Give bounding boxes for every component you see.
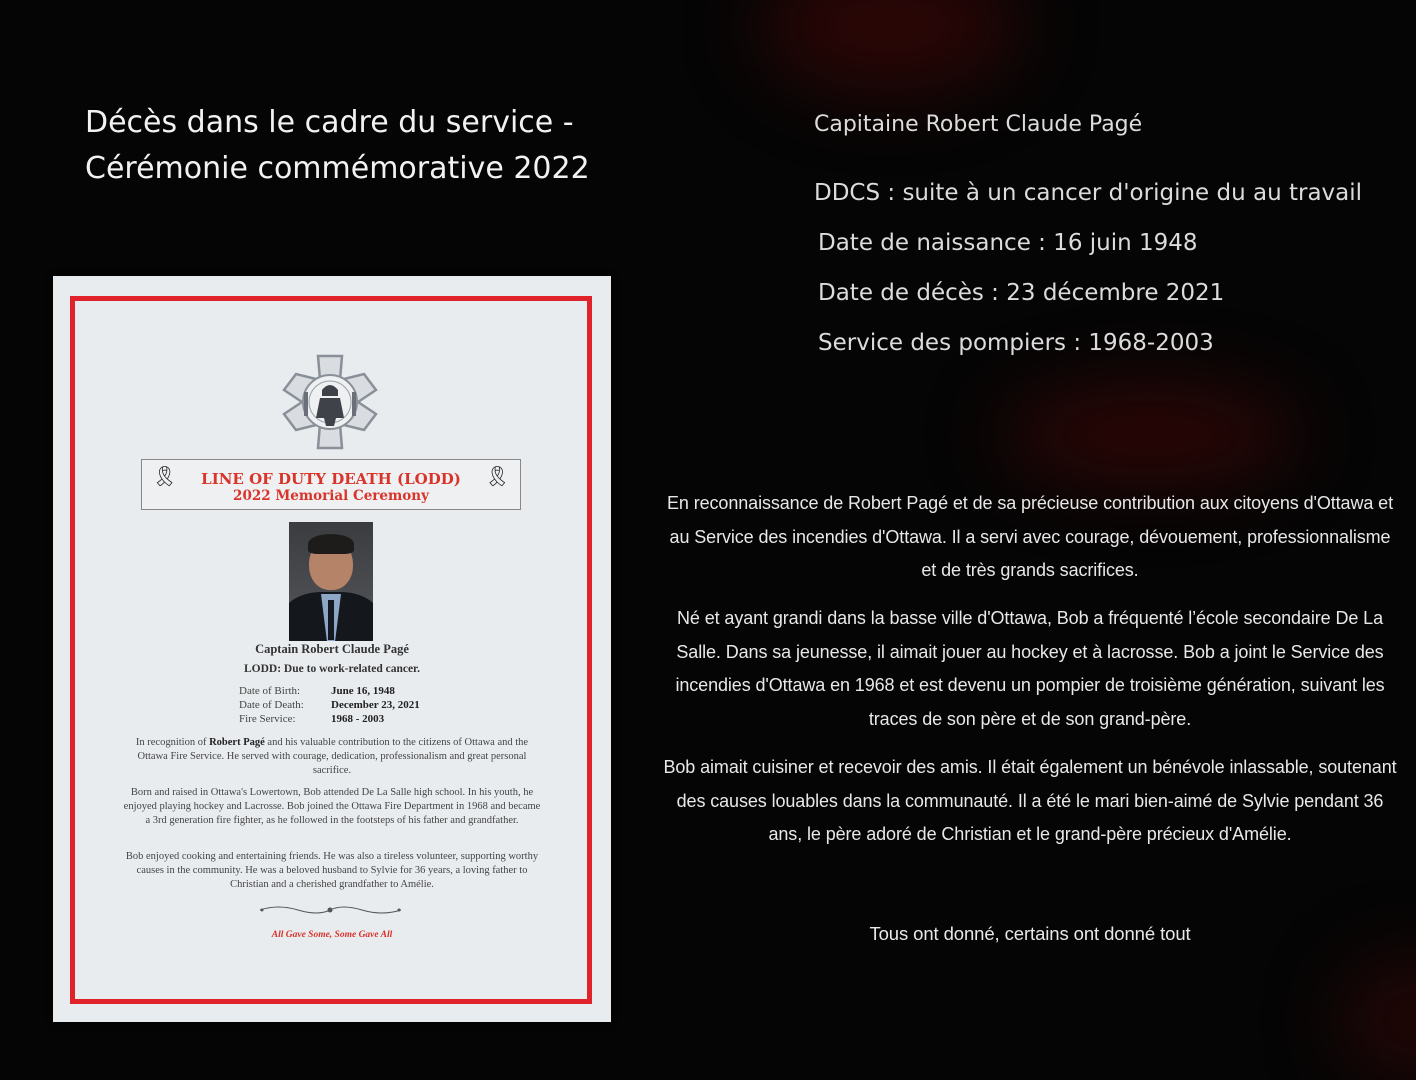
ribbon-icon: 🎗	[484, 464, 510, 488]
row-value: June 16, 1948	[331, 685, 395, 697]
background-glow	[1000, 390, 1300, 480]
firefighters-foundation-emblem-icon	[280, 352, 380, 452]
background-glow	[1340, 960, 1416, 1080]
service-years: Service des pompiers : 1968-2003	[818, 330, 1214, 356]
card-name: Captain Robert Claude Pagé	[255, 642, 409, 656]
flourish-divider-icon	[258, 904, 403, 916]
memorial-card	[53, 276, 611, 1022]
banner-subtitle: 2022 Memorial Ceremony	[233, 488, 429, 504]
row-label: Fire Service:	[239, 713, 296, 725]
card-service-row	[239, 713, 384, 725]
ribbon-icon: 🎗	[152, 464, 178, 488]
row-label: Date of Birth:	[239, 685, 301, 697]
closing-motto: Tous ont donné, certains ont donné tout	[869, 923, 1191, 944]
lodd-banner	[141, 459, 521, 510]
page-title: Décès dans le cadre du service - Cérémonie commémorative 2022	[85, 105, 590, 186]
tribute-paragraph-3: Bob aimait cuisiner et recevoir des amis. Il était également un bénévole inlassable, soutenant des causes louables dans la communauté. Il a été le mari bien-aimé de Sylvie pendant 36 ans, le père adoré de Christian et le grand-père précieux d'Amélie.	[663, 757, 1397, 844]
cause-of-death: DDCS : suite à un cancer d'origine du au travail	[814, 180, 1363, 206]
background-glow	[760, 0, 1020, 90]
tribute-paragraph-2: Né et ayant grandi dans la basse ville d'Ottawa, Bob a fréquenté l’école secondaire De La Salle. Dans sa jeunesse, il aimait jouer au hockey et à lacrosse. Bob a joint le Service des incendies d'Ottawa en 1968 et est devenu un pompier de troisième génération, suivant les traces de son père et de son grand-père.	[675, 608, 1385, 729]
card-paragraph-2: Born and raised in Ottawa's Lowertown, Bob attended De La Salle high school. In his youth, he enjoyed playing hockey and Lacrosse. Bob joined the Ottawa Fire Department in 1968 and became a 3rd generation fire fighter, as he followed in the footsteps of his father and grandfather.	[123, 787, 541, 826]
birth-date: Date de naissance : 16 juin 1948	[818, 230, 1198, 256]
row-label: Date of Death:	[239, 699, 304, 711]
captain-name: Capitaine Robert Claude Pagé	[814, 112, 1143, 137]
card-cause: LODD: Due to work-related cancer.	[244, 663, 420, 675]
tribute-paragraph-1: En reconnaissance de Robert Pagé et de sa précieuse contribution aux citoyens d'Ottawa et au Service des incendies d'Ottawa. Il a servi avec courage, dévouement, professionnalisme et de très grands sacrifices.	[667, 493, 1393, 580]
captain-portrait	[289, 522, 373, 641]
death-date: Date de décès : 23 décembre 2021	[818, 280, 1225, 306]
banner-title: LINE OF DUTY DEATH (LODD)	[201, 470, 461, 488]
card-paragraph-1: In recognition of Robert Pagé and his valuable contribution to the citizens of Ottawa and the Ottawa Fire Service. He served with courage, dedication, professionalism and great personal sacrifice.	[135, 737, 529, 776]
card-death-row	[239, 699, 420, 711]
row-value: December 23, 2021	[331, 699, 420, 711]
card-motto: All Gave Some, Some Gave All	[271, 930, 393, 940]
card-paragraph-3: Bob enjoyed cooking and entertaining friends. He was also a tireless volunteer, supporting worthy causes in the community. He was a beloved husband to Sylvie for 36 years, a loving father to Christian and a cherished grandfather to Amélie.	[125, 851, 539, 890]
row-value: 1968 - 2003	[331, 713, 385, 725]
card-birth-row	[239, 685, 395, 697]
